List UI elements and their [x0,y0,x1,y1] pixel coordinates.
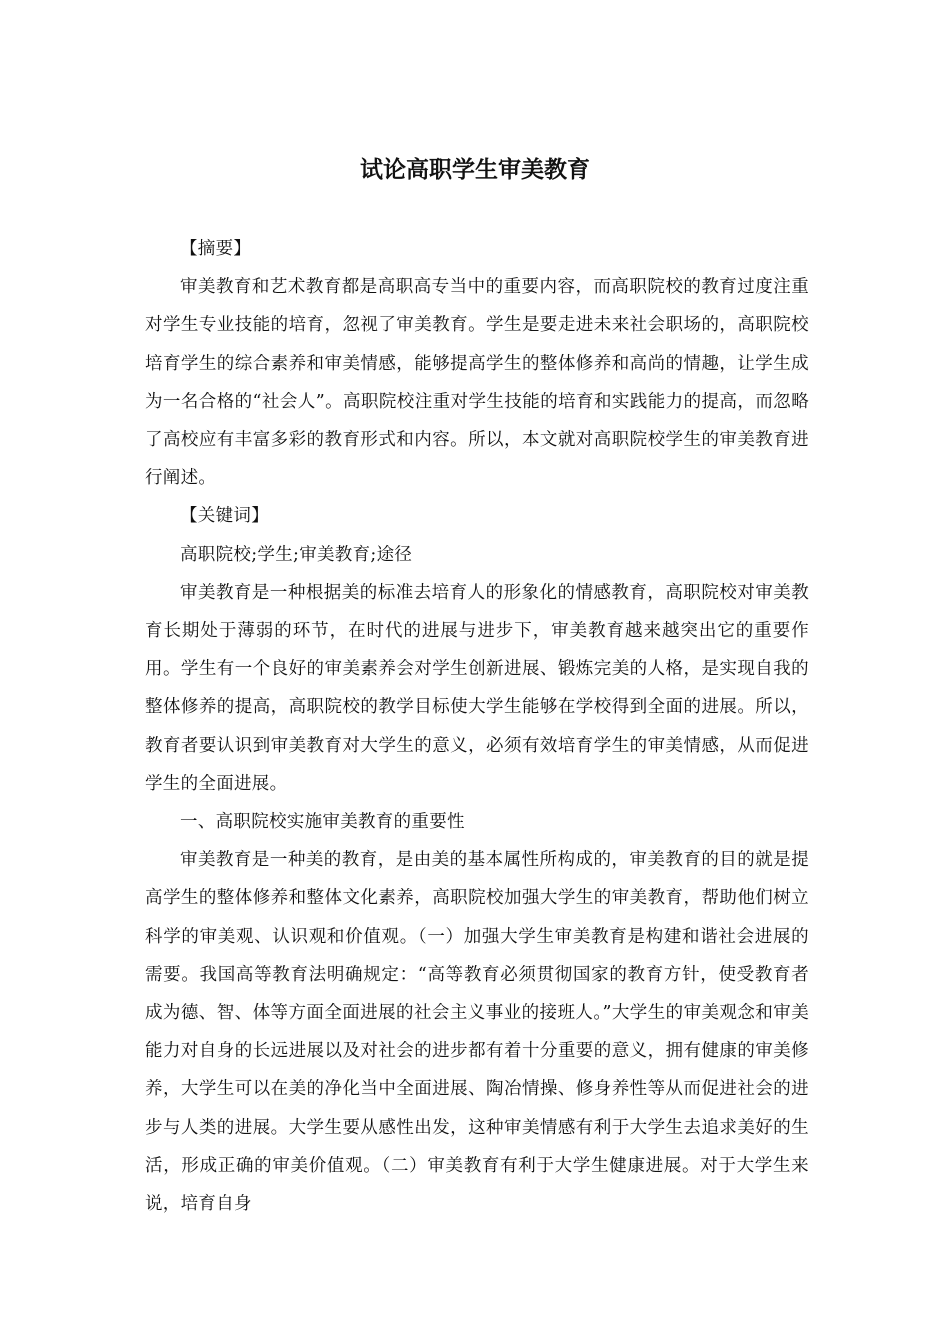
keywords-heading: 【关键词】 [180,506,269,527]
document-title: 试论高职学生审美教育 [360,157,590,183]
intro-paragraph: 审美教育是一种根据美的标准去培育人的形象化的情感教育，高职院校对审美教育长期处于薄弱的环节，在时代的进展与进步下，审美教育越来越突出它的重要作用。学生有一个良好的审美素养会对学生创新进展、锻炼完美的人格，是实现自我的整体修养的提高，高职院校的教学目标使大学生能够在学校得到全面的进展。所以，教育者要认识到审美教育对大学生的意义，必须有效培育学生的审美情感，从而促进学生的全面进展。 [145,582,809,794]
section-1-paragraph: 审美教育是一种美的教育，是由美的基本属性所构成的，审美教育的目的就是提高学生的整体修养和整体文化素养，高职院校加强大学生的审美教育，帮助他们树立科学的审美观、认识观和价值观。（一）加强大学生审美教育是构建和谐社会进展的需要。我国高等教育法明确规定：“高等教育必须贯彻国家的教育方针，使受教育者成为德、智、体等方面全面进展的社会主义事业的接班人。”大学生的审美观念和审美能力对自身的长远进展以及对社会的进步都有着十分重要的意义，拥有健康的审美修养，大学生可以在美的净化当中全面进展、陶冶情操、修身养性等从而促进社会的进步与人类的进展。大学生要从感性出发，这种审美情感有利于大学生去追求美好的生活，形成正确的审美价值观。（二）审美教育有利于大学生健康进展。对于大学生来说，培育自身 [145,850,809,1215]
abstract-text: 审美教育和艺术教育都是高职高专当中的重要内容，而高职院校的教育过度注重对学生专业技能的培育，忽视了审美教育。学生是要走进未来社会职场的，高职院校培育学生的综合素养和审美情感，能够提高学生的整体修养和高尚的情趣，让学生成为一名合格的“社会人”。高职院校注重对学生技能的培育和实践能力的提高，而忽略了高校应有丰富多彩的教育形式和内容。所以，本文就对高职院校学生的审美教育进行阐述。 [145,277,809,489]
document-body [145,230,809,1223]
section-heading-1: 一、高职院校实施审美教育的重要性 [180,812,465,833]
abstract-heading: 【摘要】 [180,239,252,259]
keywords-text: 高职院校;学生;审美教育;途径 [180,544,413,565]
